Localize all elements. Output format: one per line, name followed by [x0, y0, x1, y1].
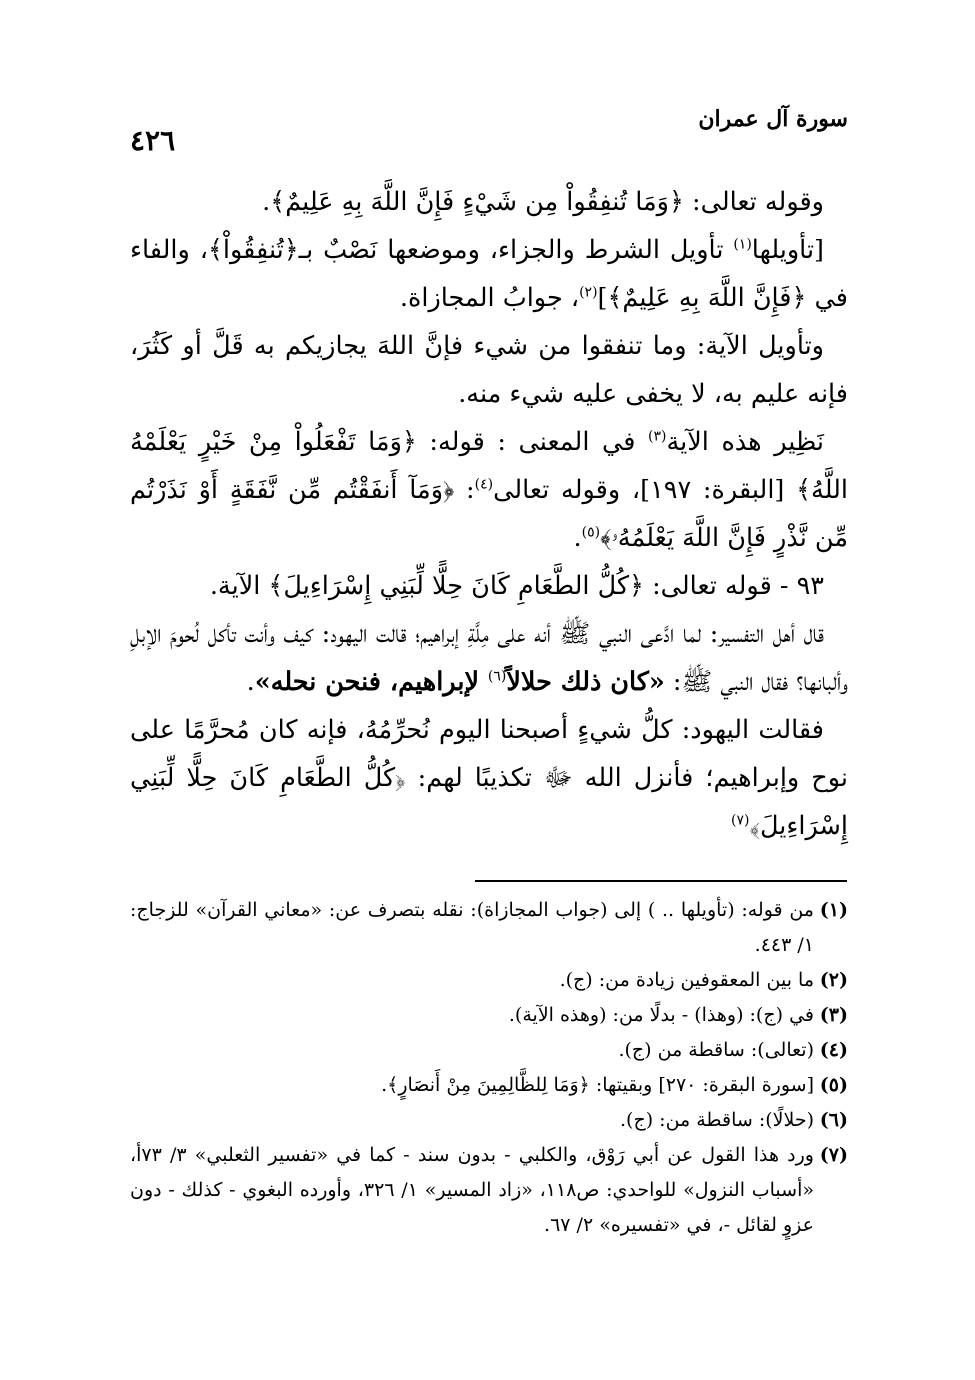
footnote-6	[130, 1103, 848, 1138]
paragraph-text: وقوله تعالى: ﴿وَمَا تُنفِقُواْ مِن شَيْءٍ فَإِنَّ اللَّهَ بِهِ عَلِيمٌ﴾.	[262, 187, 824, 217]
surah-title: سورة آل عمران	[698, 106, 848, 132]
footnote-divider	[475, 880, 847, 882]
paragraph-text: .	[246, 667, 255, 697]
footnote-number: (٧)	[819, 1144, 848, 1166]
footnote-number: (١)	[819, 899, 848, 921]
footnote-text: (تعالى): ساقطة من (ج).	[618, 1039, 814, 1061]
paragraph-text: [تأويلها	[751, 235, 824, 265]
footnote-number: (٦)	[819, 1109, 848, 1131]
page-number: ٤٢٦	[130, 124, 176, 157]
hadith-quote: لإبراهيم، فنحن نحله»	[254, 667, 488, 697]
paragraph-3	[130, 322, 848, 418]
paragraph-text: نَظِير هذه الآية	[666, 427, 824, 457]
footnote-1	[130, 893, 848, 963]
footnote-ref-1: (١)	[733, 236, 752, 253]
footnote-ref-3: (٣)	[648, 428, 667, 445]
footnote-4	[130, 1033, 848, 1068]
hadith-quote: «كان ذلك حلالاً	[506, 667, 665, 697]
footnote-text: [سورة البقرة: ٢٧٠] وبقيتها: ﴿وَمَا لِلظَّالِمِينَ مِنْ أَنصَارٍ﴾.	[381, 1074, 814, 1096]
paragraph-text: تأويل الشرط والجزاء، وموضعها نَصْبٌ بـ﴿تُنفِقُواْ﴾، والفاء في ﴿فَإِنَّ اللَّهَ بِهِ عَلِيمٌ﴾]	[130, 235, 848, 313]
footnote-number: (٣)	[819, 1004, 848, 1026]
footnote-ref-4: (٤)	[474, 476, 494, 493]
paragraph-7	[130, 706, 848, 850]
footnote-number: (٥)	[819, 1074, 848, 1096]
footnote-text: ورد هذا القول عن أبي رَوْق، والكلبي - بدون سند - كما في «تفسير الثعلبي» ٣/ ٧٣أ، «أسباب النزول» للواحدي: ص١١٨، «زاد المسير» ١/ ٣٢٦، وأورده البغوي - كذلك - دون عزوٍ لقائل -، في «تفسيره» ٢/ ٦٧.	[130, 1144, 814, 1236]
paragraph-text: : ﴿وَمَآ أَنفَقْتُم مِّن نَّفَقَةٍ أَوْ نَذَرْتُم مِّن نَّذْرٍ فَإِنَّ اللَّهَ يَعْلَمُهُۥ﴾	[130, 475, 848, 553]
paragraph-6	[130, 610, 848, 706]
paragraph-text: وتأويل الآية: وما تنفقوا من شيء فإنَّ اللهَ يجازيكم به قَلَّ أو كَثُرَ، فإنه عليم به، لا يخفى عليه شيء منه.	[130, 331, 848, 409]
footnote-ref-7: (٧)	[731, 812, 750, 829]
paragraph-4	[130, 418, 848, 562]
footnote-ref-6: (٦)	[487, 668, 507, 685]
paragraph-2	[130, 226, 848, 322]
main-text	[130, 178, 848, 850]
paragraph-text: قال أهل التفسير: لما ادَّعى النبي ﷺ أنه على مِلَّةِ إبراهيم؛ قالت اليهود: كيف وأنت تأكل لُحومَ الإبلِ وألبانها؟ فقال النبي ﷺ:	[130, 619, 848, 697]
footnote-2	[130, 963, 848, 998]
footnote-ref-2: (٢)	[579, 284, 598, 301]
paragraph-text: ٩٣ - قوله تعالى: ﴿كُلُّ الطَّعَامِ كَانَ حِلًّا لِّبَنِي إِسْرَاءِيلَ﴾ الآية.	[209, 571, 824, 601]
footnote-text: في (ج): (وهذا) - بدلًا من: (وهذه الآية).	[508, 1004, 814, 1026]
paragraph-text: ، جوابُ المجازاة.	[399, 283, 580, 313]
footnote-7	[130, 1138, 848, 1243]
footnote-text: من قوله: (تأويلها .. ) إلى (جواب المجازاة): نقله بتصرف عن: «معاني القرآن» للزجاج: ١/ ٤٤٣.	[130, 899, 814, 956]
paragraph-text: .	[573, 523, 582, 553]
paragraph-1	[130, 178, 848, 226]
footnote-5	[130, 1068, 848, 1103]
footnotes	[130, 893, 848, 1243]
footnote-number: (٤)	[819, 1039, 848, 1061]
footnote-ref-5: (٥)	[581, 524, 601, 541]
footnote-text: (حلالًا): ساقطة من: (ج).	[620, 1109, 814, 1131]
paragraph-verse-93	[130, 562, 848, 610]
footnote-3	[130, 998, 848, 1033]
page-header	[130, 100, 848, 157]
paragraph-text: فقالت اليهود: كلُّ شيءٍ أصبحنا اليوم نُحرِّمُهُ، فإنه كان مُحرَّمًا على نوح وإبراهيم؛ فأنزل الله ﷻ تكذيبًا لهم: ﴿كُلُّ الطَّعَامِ كَانَ حِلًّا لِّبَنِي إِسْرَاءِيلَ﴾	[130, 715, 848, 841]
footnote-text: ما بين المعقوفين زيادة من: (ج).	[559, 969, 814, 991]
footnote-number: (٢)	[819, 969, 848, 991]
paragraph-text: في المعنى : قوله: ﴿وَمَا تَفْعَلُواْ مِنْ خَيْرٍ يَعْلَمْهُ اللَّهُ﴾ [البقرة: ١٩٧]، وقوله تعالى	[130, 427, 849, 505]
